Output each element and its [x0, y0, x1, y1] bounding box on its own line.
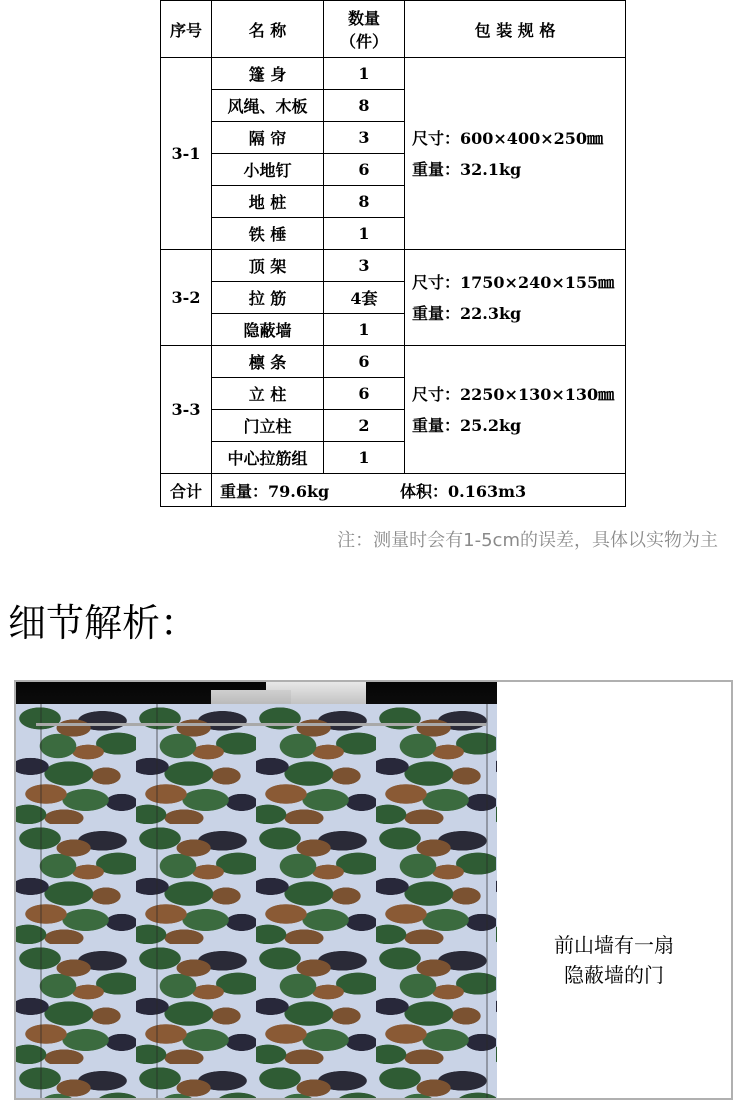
- fabric-seam: [156, 704, 158, 1098]
- header-qty-line1: 数量: [347, 9, 380, 28]
- item-quantity: 8: [324, 186, 405, 218]
- item-name: 中心拉筋组: [212, 442, 324, 474]
- item-name: 檩 条: [212, 346, 324, 378]
- section-title: 细节解析：: [8, 601, 199, 645]
- package-size: 尺寸：1750×240×155㎜: [412, 272, 615, 292]
- table-row: [161, 58, 626, 90]
- package-size: 尺寸：2250×130×130㎜: [412, 384, 615, 404]
- item-name: 铁 棰: [212, 218, 324, 250]
- header-name: 名 称: [212, 1, 324, 58]
- item-quantity: 1: [324, 442, 405, 474]
- detail-panel: [14, 680, 733, 1100]
- item-quantity: 1: [324, 314, 405, 346]
- packing-spec-table: [160, 0, 626, 507]
- item-name: 门立柱: [212, 410, 324, 442]
- item-quantity: 3: [324, 122, 405, 154]
- item-name: 立 柱: [212, 378, 324, 410]
- item-quantity: 3: [324, 250, 405, 282]
- detail-caption: [497, 682, 731, 1098]
- measurement-note: 注：测量时会有1-5cm的误差，具体以实物为主: [337, 530, 718, 551]
- fabric-seam: [486, 704, 488, 1098]
- group-index: 3-1: [161, 58, 212, 250]
- header-qty: [324, 1, 405, 58]
- item-quantity: 6: [324, 378, 405, 410]
- detail-caption-line2: 隐蔽墙的门: [564, 963, 664, 987]
- item-name: 隐蔽墙: [212, 314, 324, 346]
- total-weight: 重量：79.6kg: [220, 481, 330, 501]
- item-quantity: 2: [324, 410, 405, 442]
- item-quantity: 1: [324, 58, 405, 90]
- header-index: 序号: [161, 1, 212, 58]
- table-row: [161, 250, 626, 282]
- package-weight: 重量：32.1kg: [412, 159, 522, 179]
- item-name: 顶 架: [212, 250, 324, 282]
- item-quantity: 4套: [324, 282, 405, 314]
- table-header-row: [161, 1, 626, 58]
- total-row: [161, 474, 626, 507]
- camouflage-fabric: [16, 704, 497, 1098]
- item-name: 隔 帘: [212, 122, 324, 154]
- header-qty-line2: （件）: [339, 32, 388, 51]
- total-volume: 体积：0.163m3: [400, 481, 527, 501]
- item-quantity: 6: [324, 154, 405, 186]
- fabric-seam: [40, 704, 42, 1098]
- camouflage-tent-photo: [16, 682, 497, 1098]
- package-spec: [405, 346, 626, 474]
- detail-caption-line1: 前山墙有一扇: [554, 933, 674, 957]
- item-name: 地 桩: [212, 186, 324, 218]
- item-quantity: 6: [324, 346, 405, 378]
- total-values: [212, 474, 626, 507]
- item-name: 拉 筋: [212, 282, 324, 314]
- package-spec: [405, 250, 626, 346]
- item-quantity: 1: [324, 218, 405, 250]
- door-rod: [36, 723, 486, 726]
- table-row: [161, 346, 626, 378]
- item-quantity: 8: [324, 90, 405, 122]
- header-spec: 包 装 规 格: [405, 1, 626, 58]
- package-weight: 重量：25.2kg: [412, 415, 522, 435]
- item-name: 小地钉: [212, 154, 324, 186]
- package-size: 尺寸：600×400×250㎜: [412, 128, 604, 148]
- group-index: 3-3: [161, 346, 212, 474]
- package-weight: 重量：22.3kg: [412, 303, 522, 323]
- item-name: 篷 身: [212, 58, 324, 90]
- group-index: 3-2: [161, 250, 212, 346]
- item-name: 风绳、木板: [212, 90, 324, 122]
- total-label: 合计: [161, 474, 212, 507]
- package-spec: [405, 58, 626, 250]
